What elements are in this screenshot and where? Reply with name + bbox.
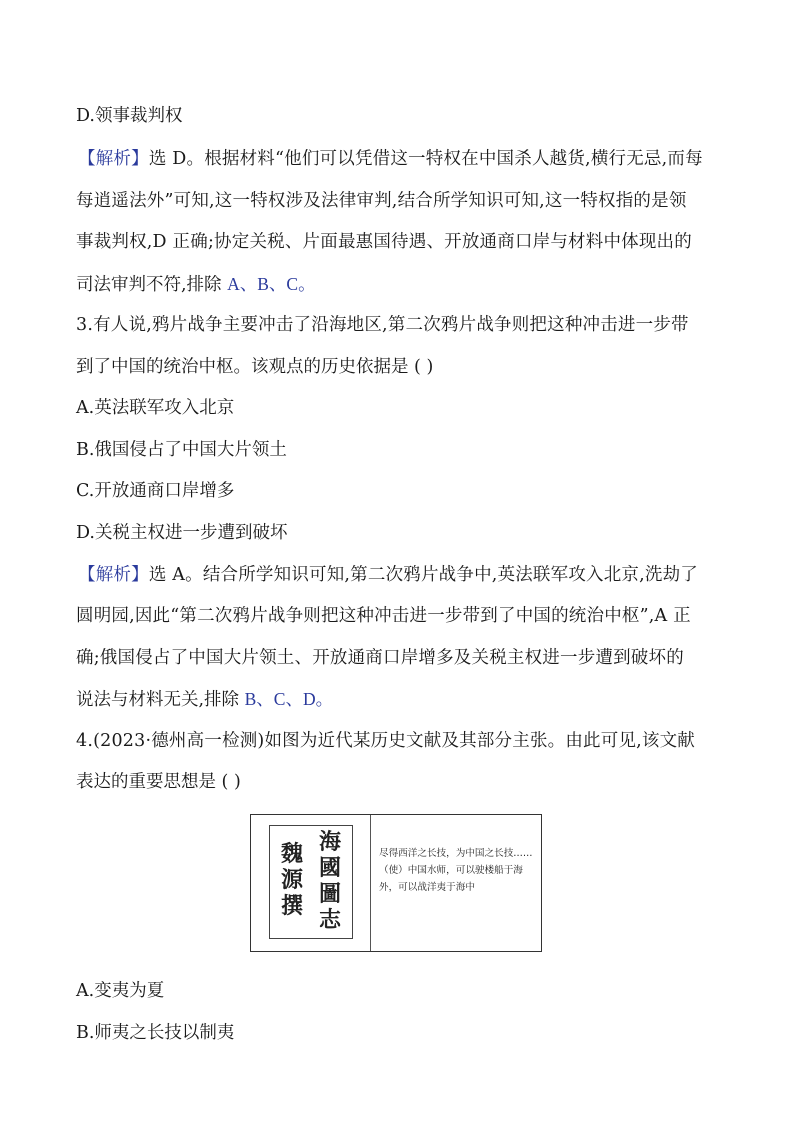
book-cover-image [251,815,371,951]
seal-glyph: 撰 [280,893,303,919]
line-d-option: D.领事裁判权 [76,106,183,126]
seal-glyph: 國 [318,855,341,881]
seal-glyph: 源 [280,867,303,893]
option-a: A.英法联军攻入北京 [76,398,235,418]
analysis-tag: 【解析】 [78,565,149,585]
excluded-options: A、B、C。 [227,274,316,294]
figure-caption: 尽得西洋之长技，为中国之长技……（使）中国水师，可以驶楼船于海外，可以战洋夷于海中 [379,848,533,893]
option-a: A.变夷为夏 [76,981,165,1001]
option-d: D.关税主权进一步遭到破坏 [76,523,288,543]
analysis-line: 说法与材料无关,排除 B、C、D。 [76,689,334,710]
analysis-line: 每逍遥法外”可知,这一特权涉及法律审判,结合所学知识可知,这一特权指的是领 [76,191,687,211]
book-cover-frame [269,825,353,939]
analysis-line: 【解析】选 A。结合所学知识可知,第二次鸦片战争中,英法联军攻入北京,洗劫了 [78,565,698,585]
seal-glyph: 圖 [318,881,341,907]
analysis-line: 事裁判权,D 正确;协定关税、片面最惠国待遇、开放通商口岸与材料中体现出的 [76,232,692,252]
excluded-options: B、C、D。 [244,689,334,709]
analysis-line: 【解析】选 D。根据材料“他们可以凭借这一特权在中国杀人越货,横行无忌,而每 [78,149,703,169]
question-3-stem: 到了中国的统治中枢。该观点的历史依据是 ( ) [76,357,434,377]
document-figure [250,814,542,952]
option-b: B.师夷之长技以制夷 [76,1023,235,1043]
question-3-stem: 3.有人说,鸦片战争主要冲击了沿海地区,第二次鸦片战争则把这种冲击进一步带 [76,315,689,335]
option-c: C.开放通商口岸增多 [76,481,235,501]
seal-glyph: 志 [318,907,341,933]
analysis-line: 确;俄国侵占了中国大片领土、开放通商口岸增多及关税主权进一步遭到破坏的 [76,648,684,668]
option-b: B.俄国侵占了中国大片领土 [76,440,287,460]
analysis-line: 司法审判不符,排除 A、B、C。 [76,274,316,295]
seal-glyph: 海 [318,829,341,855]
question-4-stem: 4.(2023·德州高一检测)如图为近代某历史文献及其部分主张。由此可见,该文献 [76,731,696,751]
analysis-line: 圆明园,因此“第二次鸦片战争则把这种冲击进一步带到了中国的统治中枢”,A 正 [76,606,691,626]
analysis-tag: 【解析】 [78,149,149,169]
question-4-stem: 表达的重要思想是 ( ) [76,772,241,792]
seal-glyph: 魏 [280,841,303,867]
